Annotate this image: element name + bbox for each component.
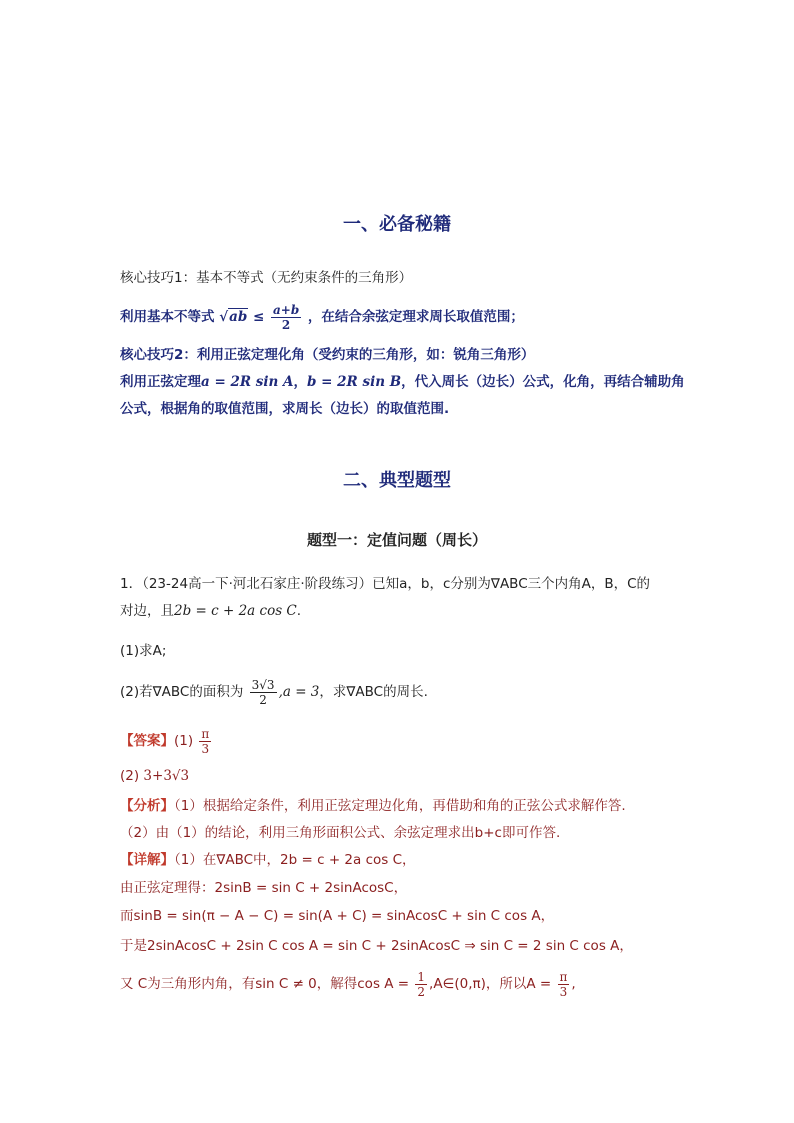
tip2-heading: 核心技巧2：利用正弦定理化角（受约束的三角形，如：锐角三角形） — [120, 347, 535, 363]
fraction-numerator: a+b — [272, 302, 300, 317]
section-title-1: 一、必备秘籍 — [343, 214, 451, 235]
side-a-value: ,a = 3 — [278, 684, 320, 700]
problem1-line2-suffix: . — [296, 603, 302, 619]
tip2-line1 — [120, 372, 685, 392]
fraction-area — [250, 678, 277, 707]
area-denominator: 2 — [259, 692, 267, 707]
pi-denominator: 3 — [559, 984, 568, 999]
problem1-line2-prefix: 对边，且 — [120, 603, 174, 619]
tip2-line1-prefix: 利用正弦定理 — [120, 374, 201, 390]
tip1-line — [120, 300, 524, 334]
tip2-line1-suffix: ，代入周长（边长）公式，化角，再结合辅助角 — [401, 374, 685, 390]
analysis-line2: （2）由（1）的结论，利用三角形面积公式、余弦定理求出b+c即可作答. — [120, 825, 561, 841]
question-2 — [120, 674, 428, 710]
formula-b-sine: b = 2R sin B — [307, 374, 402, 390]
tip1-heading: 核心技巧1：基本不等式（无约束条件的三角形） — [120, 270, 413, 286]
answer-label: 【答案】 — [120, 733, 174, 749]
formula-a-sine: a = 2R sin A — [201, 374, 294, 390]
tip1-line-prefix: 利用基本不等式 — [120, 309, 215, 325]
half-numerator: 1 — [417, 969, 426, 984]
type-title-1: 题型一：定值问题（周长） — [306, 531, 487, 549]
answer-part2-value: 3+3√3 — [143, 768, 190, 784]
answer-denominator: 3 — [201, 741, 210, 756]
detail-line5-mid: ,A∈(0,π)，所以A = — [429, 976, 552, 992]
fraction-denominator: 2 — [281, 317, 291, 332]
analysis-line1 — [120, 796, 626, 816]
tip1-line-suffix: ，在结合余弦定理求周长取值范围； — [307, 309, 524, 325]
problem1-formula: 2b = c + 2a cos C — [174, 603, 297, 619]
problem1-line1: 1．（23-24高一下·河北石家庄·阶段练习）已知a，b，c分别为∇ABC三个内角A，B，C的 — [120, 576, 651, 592]
answer-part1-label: (1) — [174, 733, 194, 749]
answer-line1 — [120, 724, 213, 758]
sqrt-radicand: ab — [229, 309, 248, 325]
analysis-text-1: （1）根据给定条件，利用正弦定理边化角，再借助和角的正弦公式求解作答. — [174, 798, 626, 814]
area-numerator: 3√3 — [251, 677, 275, 692]
fraction-a-plus-b-over-2 — [271, 303, 301, 332]
answer-numerator: π — [201, 726, 210, 741]
detail-line4: 于是2sinAcosC + 2sin C cos A = sin C + 2sinAcosC ⇒ sin C = 2 sin C cos A， — [120, 938, 633, 954]
sqrt-ab: √ab — [219, 309, 248, 325]
question-1: (1)求A; — [120, 643, 167, 659]
detail-text-1: （1）在∇ABC中，2b = c + 2a cos C， — [174, 852, 416, 868]
detail-line2: 由正弦定理得：2sinB = sin C + 2sinAcosC， — [120, 880, 408, 896]
section-title-2: 二、典型题型 — [343, 470, 451, 491]
answer-part2-label: (2) — [120, 768, 140, 784]
pi-numerator: π — [559, 969, 568, 984]
leq-sign: ≤ — [252, 309, 265, 325]
answer-fraction-pi-over-3 — [199, 727, 211, 756]
half-denominator: 2 — [417, 984, 426, 999]
fraction-one-half — [415, 970, 427, 999]
analysis-label: 【分析】 — [120, 798, 174, 814]
problem1-line2 — [120, 601, 301, 621]
tip2-separator: ， — [293, 374, 307, 390]
question-2-suffix: ，求∇ABC的周长. — [319, 684, 428, 700]
fraction-pi-over-3 — [558, 970, 570, 999]
question-2-prefix: (2)若∇ABC的面积为 — [120, 684, 244, 700]
tip2-line2: 公式，根据角的取值范围，求周长（边长）的取值范围. — [120, 401, 450, 417]
detail-line1 — [120, 850, 416, 870]
detail-line5-prefix: 又 C为三角形内角，有sin C ≠ 0，解得cos A = — [120, 976, 410, 992]
detail-label: 【详解】 — [120, 852, 174, 868]
detail-line5 — [120, 966, 576, 1002]
detail-line5-suffix: , — [571, 976, 576, 992]
detail-line3: 而sinB = sin(π − A − C) = sin(A + C) = sinAcosC + sin C cos A， — [120, 908, 555, 924]
answer-line2 — [120, 766, 189, 786]
